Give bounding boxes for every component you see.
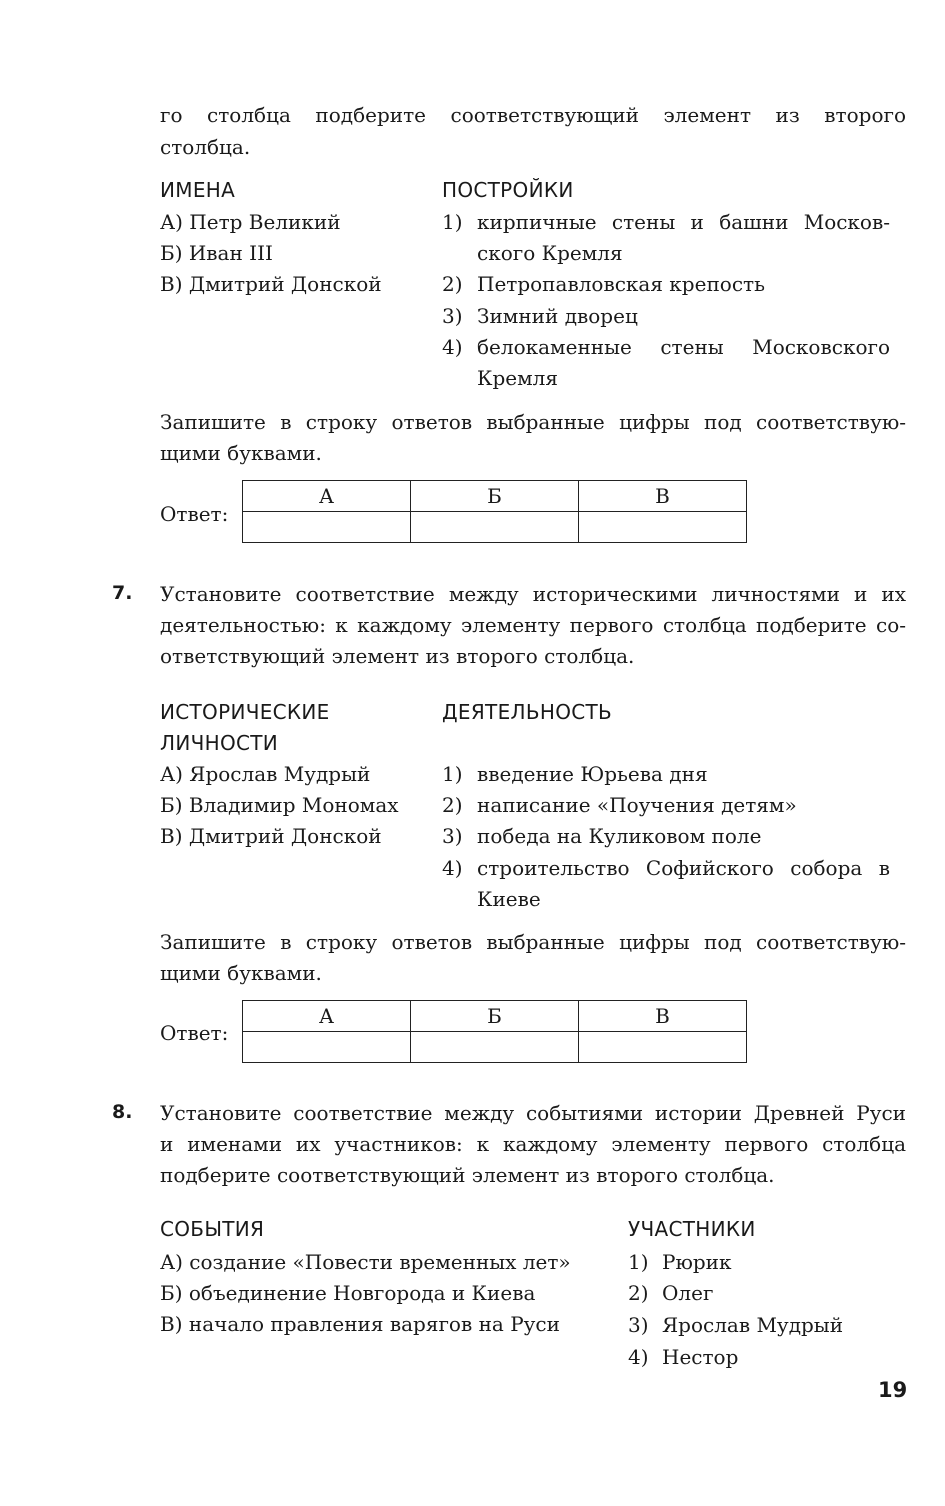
q7-right-item-4-line-2: Киеве bbox=[477, 887, 541, 911]
q6-answer-table bbox=[242, 480, 747, 543]
q7-text-line-2: деятельностью: к каждому элементу первого столбца подберите со- bbox=[160, 613, 906, 637]
q6-right-item-2: Петропавловская крепость bbox=[477, 272, 765, 296]
q7-text-line-1: Установите соответствие между историческими личностями и их bbox=[160, 582, 906, 606]
q8-right-item-3: Ярослав Мудрый bbox=[662, 1313, 844, 1337]
q6-answer-col-b: Б bbox=[411, 481, 579, 512]
q8-right-header: УЧАСТНИКИ bbox=[628, 1217, 756, 1241]
q7-left-header-2: ЛИЧНОСТИ bbox=[160, 731, 279, 755]
q7-right-num-3: 3) bbox=[442, 824, 463, 848]
q7-left-item-c: В) Дмитрий Донской bbox=[160, 824, 382, 848]
q6-right-num-2: 2) bbox=[442, 272, 463, 296]
q7-right-item-2: написание «Поучения детям» bbox=[477, 793, 797, 817]
q8-left-header: СОБЫТИЯ bbox=[160, 1217, 265, 1241]
q7-right-item-3: победа на Куликовом поле bbox=[477, 824, 762, 848]
q7-answer-cell-a[interactable] bbox=[243, 1032, 411, 1063]
q6-right-num-4: 4) bbox=[442, 335, 463, 359]
q6-right-item-1-line-2: ского Кремля bbox=[477, 241, 623, 265]
q7-instruction-line-2: щими буквами. bbox=[160, 961, 322, 985]
q8-number: 8. bbox=[112, 1101, 133, 1123]
q6-instruction-line-2: щими буквами. bbox=[160, 441, 322, 465]
q6-left-header: ИМЕНА bbox=[160, 178, 236, 202]
q8-right-item-2: Олег bbox=[662, 1281, 714, 1305]
q8-right-num-3: 3) bbox=[628, 1313, 649, 1337]
q6-answer-col-a: А bbox=[243, 481, 411, 512]
q6-left-item-b: Б) Иван III bbox=[160, 241, 273, 265]
q6-right-item-4-line-1: белокаменные стены Московского bbox=[477, 335, 890, 359]
q8-text-line-2: и именами их участников: к каждому элементу первого столбца bbox=[160, 1132, 906, 1156]
q8-left-item-a: А) создание «Повести временных лет» bbox=[160, 1250, 571, 1274]
q6-left-item-a: А) Петр Великий bbox=[160, 210, 341, 234]
q8-right-num-1: 1) bbox=[628, 1250, 649, 1274]
q7-number: 7. bbox=[112, 582, 133, 604]
q6-right-num-3: 3) bbox=[442, 304, 463, 328]
q8-right-item-4: Нестор bbox=[662, 1345, 739, 1369]
q7-right-num-4: 4) bbox=[442, 856, 463, 880]
intro-line-1: го столбца подберите соответствующий элемент из второго bbox=[160, 103, 906, 127]
q6-right-item-1-line-1: кирпичные стены и башни Москов- bbox=[477, 210, 890, 234]
q7-text-line-3: ответствующий элемент из второго столбца. bbox=[160, 644, 635, 668]
q7-right-num-1: 1) bbox=[442, 762, 463, 786]
q7-answer-table bbox=[242, 1000, 747, 1063]
q8-right-num-2: 2) bbox=[628, 1281, 649, 1305]
intro-line-2: столбца. bbox=[160, 135, 251, 159]
q7-right-header: ДЕЯТЕЛЬНОСТЬ bbox=[442, 700, 613, 724]
q7-left-header-1: ИСТОРИЧЕСКИЕ bbox=[160, 700, 330, 724]
q7-right-item-1: введение Юрьева дня bbox=[477, 762, 708, 786]
q7-right-item-4-line-1: строительство Софийского собора в bbox=[477, 856, 890, 880]
q7-instruction-line-1: Запишите в строку ответов выбранные цифры под соответствую- bbox=[160, 930, 906, 954]
q6-right-item-3: Зимний дворец bbox=[477, 304, 638, 328]
q7-answer-col-b: Б bbox=[411, 1001, 579, 1032]
q7-answer-col-a: А bbox=[243, 1001, 411, 1032]
q6-answer-cell-b[interactable] bbox=[411, 512, 579, 543]
q8-right-num-4: 4) bbox=[628, 1345, 649, 1369]
q8-text-line-3: подберите соответствующий элемент из второго столбца. bbox=[160, 1163, 775, 1187]
q7-answer-label: Ответ: bbox=[160, 1021, 229, 1045]
q7-right-num-2: 2) bbox=[442, 793, 463, 817]
q8-left-item-c: В) начало правления варягов на Руси bbox=[160, 1312, 560, 1336]
q6-answer-cell-a[interactable] bbox=[243, 512, 411, 543]
q7-answer-cell-c[interactable] bbox=[579, 1032, 747, 1063]
q8-text-line-1: Установите соответствие между событиями истории Древней Руси bbox=[160, 1101, 906, 1125]
q7-left-item-b: Б) Владимир Мономах bbox=[160, 793, 399, 817]
q6-answer-col-c: В bbox=[579, 481, 747, 512]
q8-left-item-b: Б) объединение Новгорода и Киева bbox=[160, 1281, 536, 1305]
q6-right-num-1: 1) bbox=[442, 210, 463, 234]
q6-answer-cell-c[interactable] bbox=[579, 512, 747, 543]
q6-left-item-c: В) Дмитрий Донской bbox=[160, 272, 382, 296]
page-number: 19 bbox=[878, 1378, 908, 1402]
q7-answer-cell-b[interactable] bbox=[411, 1032, 579, 1063]
q7-left-item-a: А) Ярослав Мудрый bbox=[160, 762, 371, 786]
q6-right-item-4-line-2: Кремля bbox=[477, 366, 558, 390]
q6-instruction-line-1: Запишите в строку ответов выбранные цифры под соответствую- bbox=[160, 410, 906, 434]
q7-answer-col-c: В bbox=[579, 1001, 747, 1032]
q8-right-item-1: Рюрик bbox=[662, 1250, 732, 1274]
q6-answer-label: Ответ: bbox=[160, 502, 229, 526]
q6-right-header: ПОСТРОЙКИ bbox=[442, 178, 574, 202]
